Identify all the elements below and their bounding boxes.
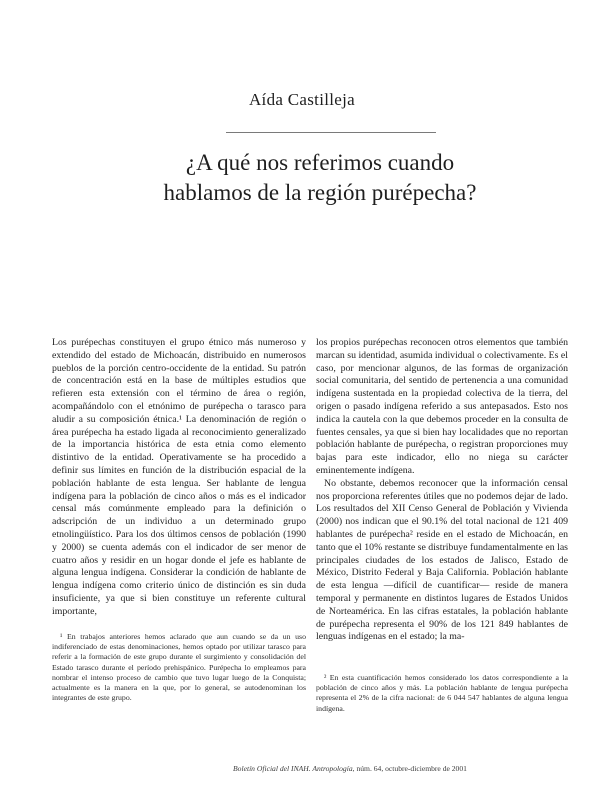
author-name: Aída Castilleja [248,90,355,109]
footnotes-left [52,632,306,703]
body-column-left [52,337,306,619]
footnotes-right [316,673,568,714]
article-title [150,148,490,208]
page-footer [200,764,500,773]
footnote-1: ¹ En trabajos anteriores hemos aclarado que aun cuando se da un uso indiferenciado de estas denominaciones, hemos optado por utilizar tarasco para referir a la formación de este grupo durante el surgimiento y consolidación del Estado tarasco durante el período prehispánico. Purépecha lo empleamos para nombrar el intenso proceso de cambio que tuvo lugar luego de la Conquista; actualmente es la manera en la que, por lo general, se autodenominan los integrantes de este grupo. [52,632,306,703]
header-divider [226,132,436,133]
journal-name: Boletín Oficial del INAH. Antropología, [233,764,355,773]
footnote-2: ² En esta cuantificación hemos considerado los datos correspondiente a la población de cinco años y más. La población hablante de lengua purépecha representa el 2% de la cifra nacional: de 6 044 547 hablantes de alguna lengua indígena. [316,673,568,713]
title-line-1: ¿A qué nos referimos cuando [185,150,455,175]
issue-info: núm. 64, octubre-diciembre de 2001 [354,764,467,773]
paragraph: los propios purépechas reconocen otros elementos que también marcan su identidad, asumida individual o colectivamente. Es el caso, por mencionar algunos, de las formas de organización social comunitaria, del sentido de pertenencia a una comunidad indígena sustentada en la propiedad colectiva de la tierra, del origen o pasado indígena referido a sus antepasados. Esto nos indica la cautela con la que debemos proceder en la consulta de fuentes censales, ya que si bien hay localidades que no reportan población hablante de purépecha, o registran proporciones muy bajas para este indicador, ello no niega su carácter eminentemente indígena. [316,337,568,476]
paragraph: Los purépechas constituyen el grupo étnico más numeroso y extendido del estado de Michoacán, distribuido en numerosos pueblos de la porción centro-occidente de la entidad. Su patrón de concentración está en la base de múltiples estudios que refieren esta extensión con el término de área o región, acompañándolo con el etnónimo de purépecha o tarasco para aludir a su composición étnica.¹ La denominación de región o área purépecha ha estado ligada al reconocimiento generalizado de la importancia histórica de esta etnia como elemento distintivo de la entidad. Operativamente se ha procedido a definir sus límites en función de la distribución espacial de la población hablante de esta lengua. Ser hablante de lengua indígena para la población de cinco años o más es el indicador censal más comúnmente empleado para la definición o adscripción de un individuo a un determinado grupo etnolingüístico. Para los dos últimos censos de población (1990 y 2000) se cuenta además con el indicador de ser menor de cuatro años y residir en un hogar donde el jefe es hablante de alguna lengua indígena. Considerar la condición de hablante de lengua indígena como criterio único de distinción es sin duda insuficiente, ya que si bien constituye un referente cultural importante, [52,337,306,617]
paragraph: No obstante, debemos reconocer que la información censal nos proporciona referentes útiles que no podemos dejar de lado. Los resultados del XII Censo General de Población y Vivienda (2000) nos indican que el 90.1% del total nacional de 121 409 hablantes de purépecha² reside en el estado de Michoacán, en tanto que el 10% restante se distribuye fundamentalmente en las principales ciudades de los estados de Jalisco, Estado de México, Distrito Federal y Baja California. Población hablante de esta lengua —difícil de cuantificar— reside de manera temporal y permanente en distintos lugares de Estados Unidos de Norteamérica. En las cifras estatales, la población hablante de purépecha representa el 90% de los 121 849 hablantes de lenguas indígenas en el estado; la ma- [316,477,568,643]
body-column-right [316,337,568,644]
title-line-2: hablamos de la región purépecha? [163,180,477,205]
